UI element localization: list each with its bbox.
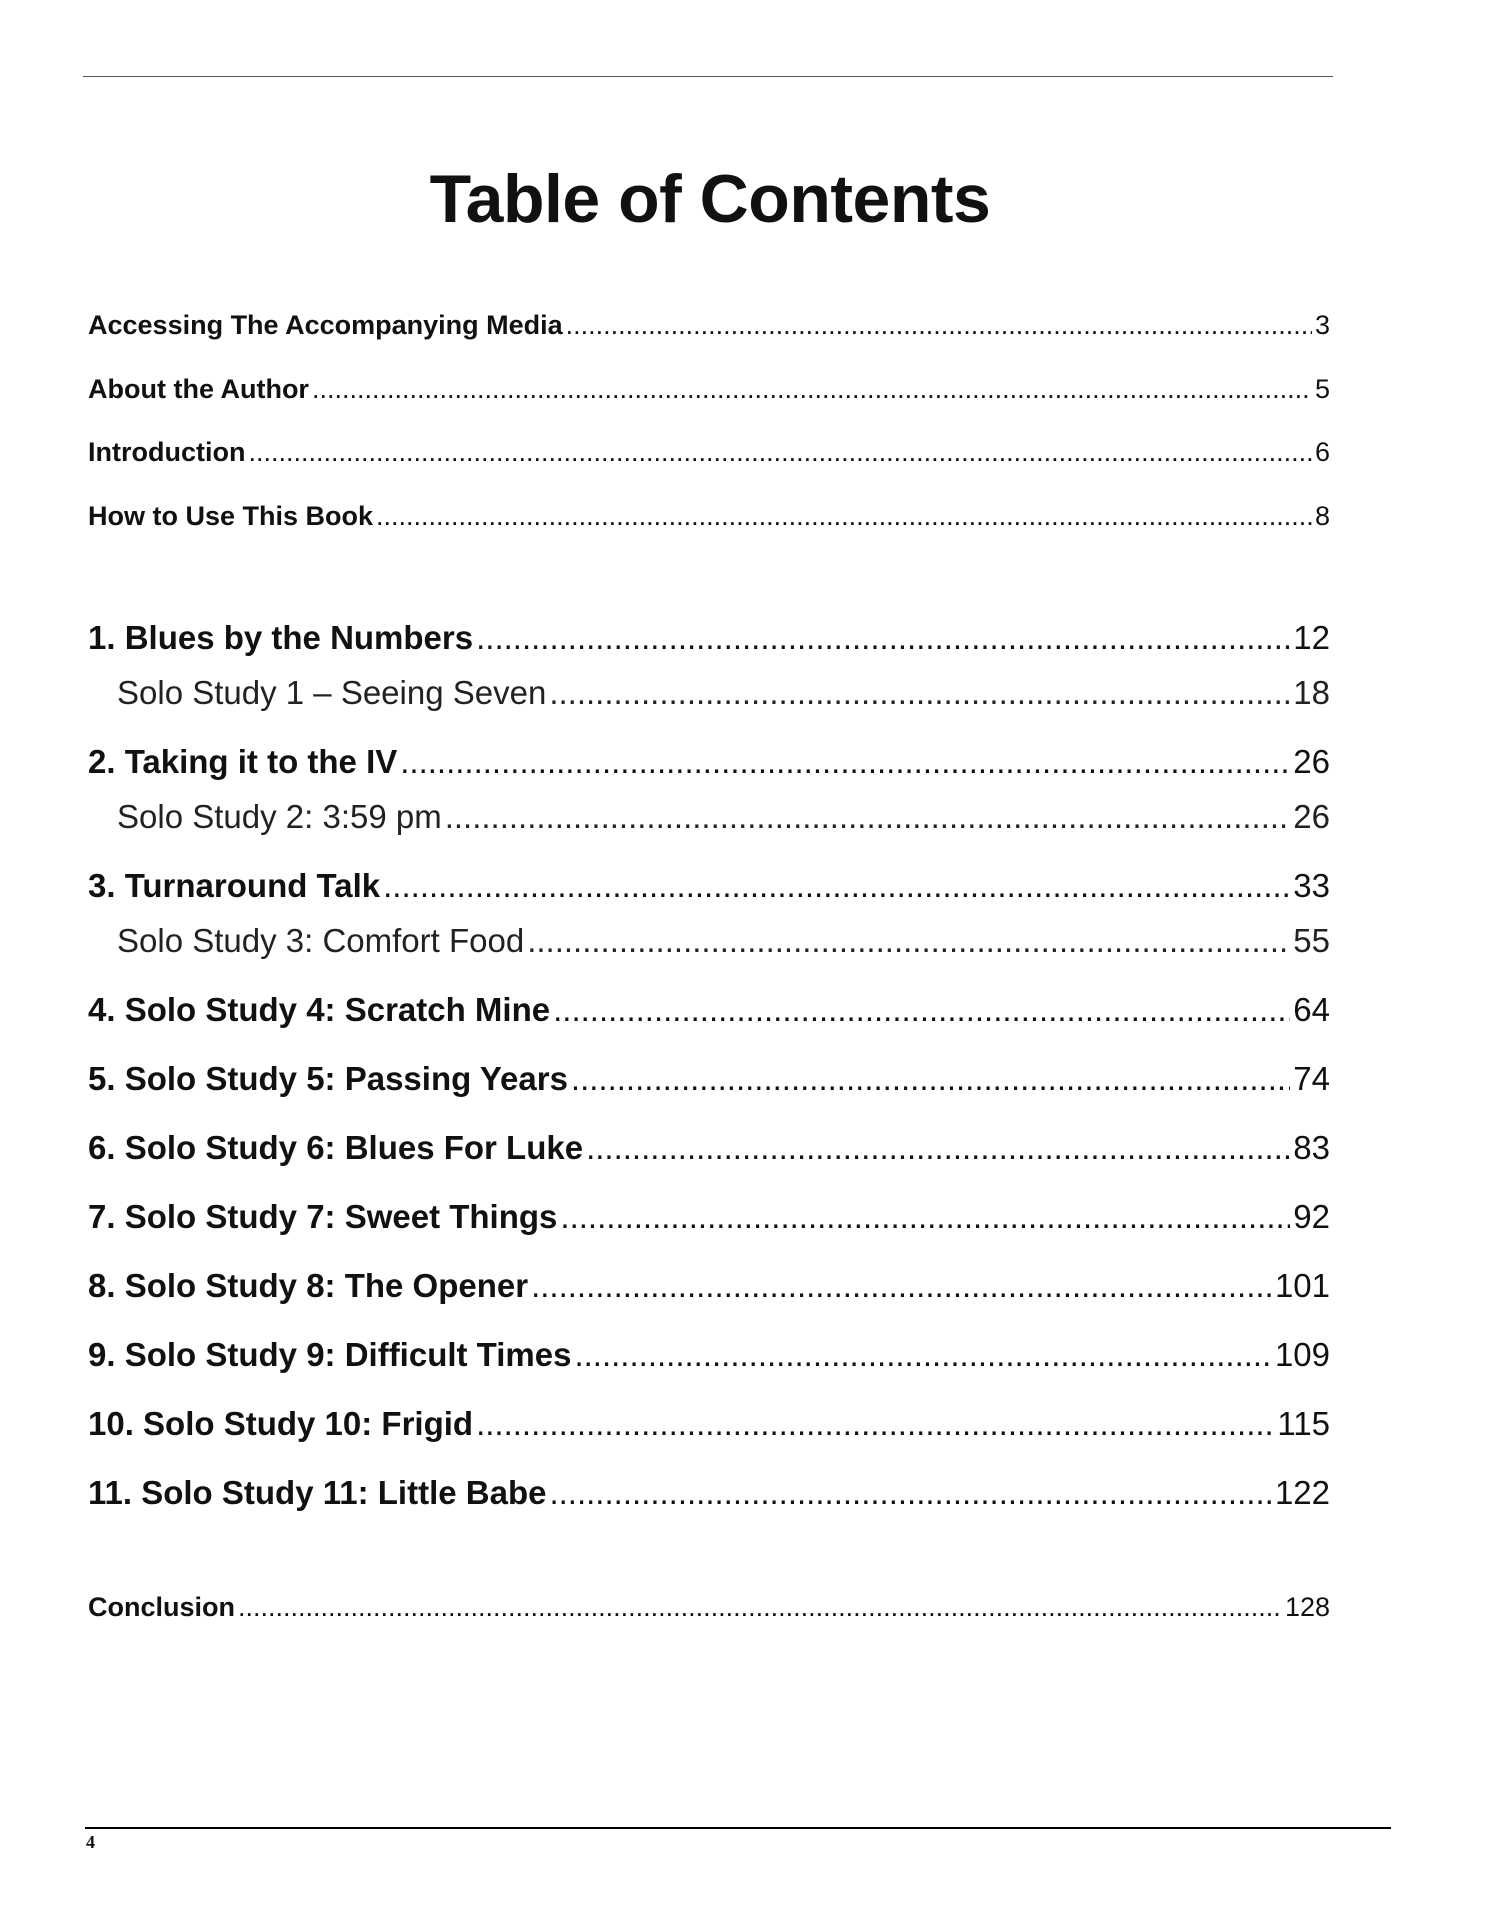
- toc-entry-label: 8. Solo Study 8: The Opener: [88, 1267, 529, 1304]
- toc-entry-label: About the Author: [88, 374, 309, 404]
- toc-entry-introduction[interactable]: [88, 437, 1330, 468]
- dot-leader: [560, 1198, 1290, 1236]
- toc-entry-page: 92: [1293, 1198, 1330, 1235]
- toc-entry-page: 122: [1274, 1474, 1330, 1511]
- dot-leader: [476, 619, 1290, 657]
- toc-solo-study-2[interactable]: [117, 798, 1330, 836]
- toc-entry-label: How to Use This Book: [88, 501, 374, 531]
- toc-entry-label: Introduction: [88, 437, 246, 467]
- dot-leader: [248, 437, 1312, 468]
- toc-entry-page: 55: [1293, 922, 1330, 959]
- dot-leader: [566, 310, 1312, 341]
- toc-entry-accessing-media[interactable]: [88, 310, 1330, 341]
- dot-leader: [553, 991, 1290, 1029]
- dot-leader: [400, 743, 1290, 781]
- toc-entry-page: 6: [1314, 437, 1330, 467]
- page-number: 4: [86, 1832, 95, 1852]
- toc-entry-conclusion[interactable]: [88, 1592, 1330, 1623]
- dot-leader: [376, 501, 1312, 532]
- toc-entry-label: 1. Blues by the Numbers: [88, 619, 474, 656]
- toc-entry-page: 26: [1293, 743, 1330, 780]
- toc-entry-label: 6. Solo Study 6: Blues For Luke: [88, 1129, 584, 1166]
- toc-entry-about-author[interactable]: [88, 374, 1330, 405]
- dot-leader: [238, 1592, 1282, 1623]
- toc-entry-label: 3. Turnaround Talk: [88, 867, 381, 904]
- toc-entry-page: 64: [1293, 991, 1330, 1028]
- toc-entry-page: 74: [1293, 1060, 1330, 1097]
- toc-entry-page: 128: [1284, 1592, 1330, 1622]
- toc-chapter-3[interactable]: [88, 867, 1330, 905]
- dot-leader: [549, 1474, 1271, 1512]
- dot-leader: [527, 922, 1290, 960]
- toc-entry-label: Solo Study 2: 3:59 pm: [117, 798, 442, 835]
- toc-entry-page: 109: [1274, 1336, 1330, 1373]
- toc-chapter-5[interactable]: [88, 1060, 1330, 1098]
- toc-entry-page: 8: [1314, 501, 1330, 531]
- dot-leader: [549, 674, 1290, 712]
- toc-entry-label: 9. Solo Study 9: Difficult Times: [88, 1336, 572, 1373]
- toc-entry-page: 12: [1293, 619, 1330, 656]
- toc-entry-page: 26: [1293, 798, 1330, 835]
- toc-entry-label: Conclusion: [88, 1592, 235, 1622]
- toc-chapter-11[interactable]: [88, 1474, 1330, 1512]
- toc-entry-how-to-use[interactable]: [88, 501, 1330, 532]
- dot-leader: [586, 1129, 1290, 1167]
- toc-chapter-2[interactable]: [88, 743, 1330, 781]
- dot-leader: [531, 1267, 1272, 1305]
- toc-entry-page: 83: [1293, 1129, 1330, 1166]
- toc-entry-page: 101: [1274, 1267, 1330, 1304]
- dot-leader: [312, 374, 1312, 405]
- dot-leader: [574, 1336, 1271, 1374]
- footer-rule: [85, 1827, 1391, 1829]
- toc-chapter-1[interactable]: [88, 619, 1330, 657]
- toc-chapter-8[interactable]: [88, 1267, 1330, 1305]
- toc-solo-study-3[interactable]: [117, 922, 1330, 960]
- toc-entry-label: 7. Solo Study 7: Sweet Things: [88, 1198, 558, 1235]
- toc-entry-label: Solo Study 3: Comfort Food: [117, 922, 525, 959]
- dot-leader: [445, 798, 1291, 836]
- toc-entry-label: 4. Solo Study 4: Scratch Mine: [88, 991, 551, 1028]
- toc-entry-page: 5: [1314, 374, 1330, 404]
- toc-entry-page: 33: [1293, 867, 1330, 904]
- toc-entry-label: Accessing The Accompanying Media: [88, 310, 563, 340]
- toc-solo-study-1[interactable]: [117, 674, 1330, 712]
- toc-chapter-7[interactable]: [88, 1198, 1330, 1236]
- dot-leader: [476, 1405, 1274, 1443]
- toc-entry-label: 2. Taking it to the IV: [88, 743, 398, 780]
- toc-entry-label: 10. Solo Study 10: Frigid: [88, 1405, 474, 1442]
- toc-entry-label: 11. Solo Study 11: Little Babe: [88, 1474, 547, 1511]
- dot-leader: [383, 867, 1290, 905]
- toc-entry-page: 115: [1277, 1405, 1330, 1442]
- toc-entry-label: 5. Solo Study 5: Passing Years: [88, 1060, 568, 1097]
- toc-entry-label: Solo Study 1 – Seeing Seven: [117, 674, 547, 711]
- page-title: Table of Contents: [429, 161, 991, 237]
- toc-chapter-10[interactable]: [88, 1405, 1330, 1443]
- header-rule: [83, 76, 1333, 77]
- toc-chapter-4[interactable]: [88, 991, 1330, 1029]
- toc-entry-page: 18: [1293, 674, 1330, 711]
- toc-entry-page: 3: [1314, 310, 1330, 340]
- toc-chapter-9[interactable]: [88, 1336, 1330, 1374]
- dot-leader: [571, 1060, 1290, 1098]
- toc-chapter-6[interactable]: [88, 1129, 1330, 1167]
